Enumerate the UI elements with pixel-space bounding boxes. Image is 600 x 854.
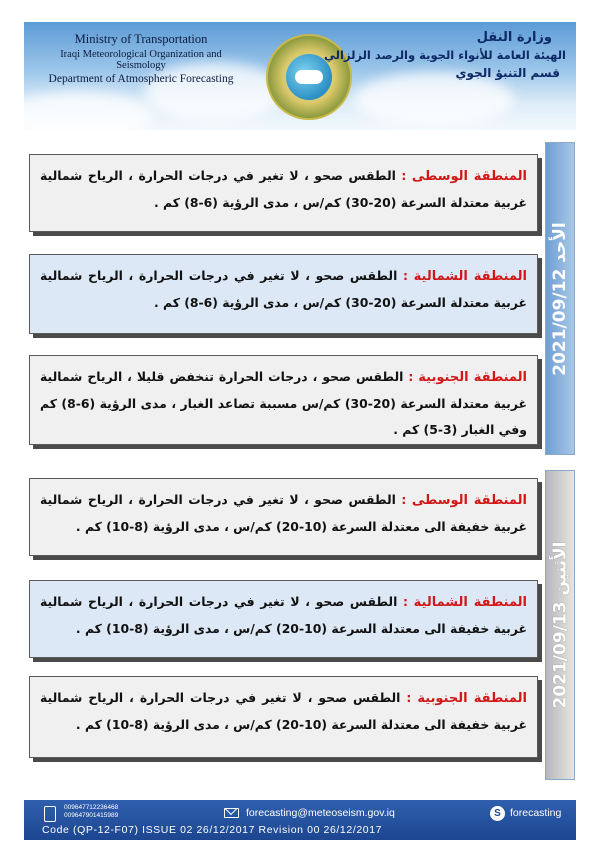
footer-contacts	[24, 804, 576, 822]
region-name: المنطقة الجنوبية	[418, 370, 527, 385]
date-label: الأثنين 2021/09/13	[550, 541, 571, 709]
forecast-text: الطقس صحو ، لا تغير في درجات الحرارة ، الرياح شمالية غربية معتدلة السرعة (20-30) كم/س ، مدى الرؤية (6-8) كم .	[40, 168, 527, 210]
forecast-box-day2-south	[29, 676, 538, 758]
cloud-decoration	[24, 92, 154, 130]
mail-icon	[224, 808, 239, 818]
forecast-text: الطقس صحو ، لا تغير في درجات الحرارة ، الرياح شمالية غربية خفيفة الى معتدلة السرعة (10-20) كم/س ، مدى الرؤية (8-10) كم .	[40, 690, 527, 732]
region-colon: :	[400, 690, 418, 705]
phone-icon	[44, 806, 56, 822]
region-name: المنطقة الشمالية	[413, 269, 527, 284]
forecast-box-day1-south	[29, 355, 538, 445]
forecast-text: الطقس صحو ، درجات الحرارة تنخفض قليلا ، الرياح شمالية غربية معتدلة السرعة (20-30) كم/س مسببة تصاعد الغبار ، مدى الرؤية (6-8) كم وفي الغبار (3-5) كم .	[40, 369, 527, 437]
organization-name-ar: الهيئة العامة للأنواء الجوية والرصد الزلزالي	[324, 48, 566, 62]
document-code-line: Code (QP-12-F07) ISSUE 02 26/12/2017 Revision 00 26/12/2017	[42, 824, 383, 836]
header-banner	[24, 22, 576, 130]
region-colon: :	[397, 268, 414, 283]
forecast-text: الطقس صحو ، لا تغير في درجات الحرارة ، الرياح شمالية غربية خفيفة الى معتدلة السرعة (10-20) كم/س ، مدى الرؤية (8-10) كم .	[40, 594, 527, 636]
ministry-name-ar: وزارة النقل	[476, 30, 552, 45]
department-name-en: Department of Atmospheric Forecasting	[48, 73, 234, 85]
date-label: الأحد 2021/09/12	[550, 221, 570, 376]
phone-number: 009647901415989	[64, 811, 119, 819]
forecast-box-day1-central	[29, 154, 538, 232]
forecast-box-day2-north	[29, 580, 538, 658]
region-name: المنطقة الجنوبية	[417, 691, 527, 706]
phone-number: 009647712236468	[64, 804, 119, 811]
cloud-decoration	[354, 72, 514, 127]
region-colon: :	[395, 168, 412, 183]
forecast-text: الطقس صحو ، لا تغير في درجات الحرارة ، الرياح شمالية غربية خفيفة الى معتدلة السرعة (10-20) كم/س ، مدى الرؤية (8-10) كم .	[40, 492, 527, 534]
forecast-box-day2-central	[29, 478, 538, 556]
footer-bar	[24, 800, 576, 840]
department-name-ar: قسم التنبؤ الجوي	[455, 66, 560, 80]
ministry-name-en: Ministry of Transportation	[74, 32, 208, 46]
forecast-text: الطقس صحو ، لا تغير في درجات الحرارة ، الرياح شمالية غربية معتدلة السرعة (20-30) كم/س ، مدى الرؤية (6-8) كم .	[40, 268, 527, 310]
region-colon: :	[397, 594, 414, 609]
email-address[interactable]: forecasting@meteoseism.gov.iq	[246, 807, 395, 819]
date-sidebar-day1	[545, 142, 575, 455]
skype-icon: S	[490, 806, 505, 821]
phone-numbers	[64, 804, 118, 819]
forecast-box-day1-north	[29, 254, 538, 334]
region-name: المنطقة الشمالية	[413, 595, 527, 610]
header-arabic-titles	[316, 30, 566, 80]
region-name: المنطقة الوسطى	[411, 169, 527, 184]
skype-handle[interactable]: forecasting	[510, 807, 562, 819]
organization-name-en: Iraqi Meteorological Organization and Seismology	[60, 49, 222, 71]
date-sidebar-day2	[545, 470, 575, 780]
region-colon: :	[395, 492, 412, 507]
header-english-titles	[36, 32, 246, 85]
region-colon: :	[403, 369, 419, 384]
region-name: المنطقة الوسطى	[411, 493, 527, 508]
